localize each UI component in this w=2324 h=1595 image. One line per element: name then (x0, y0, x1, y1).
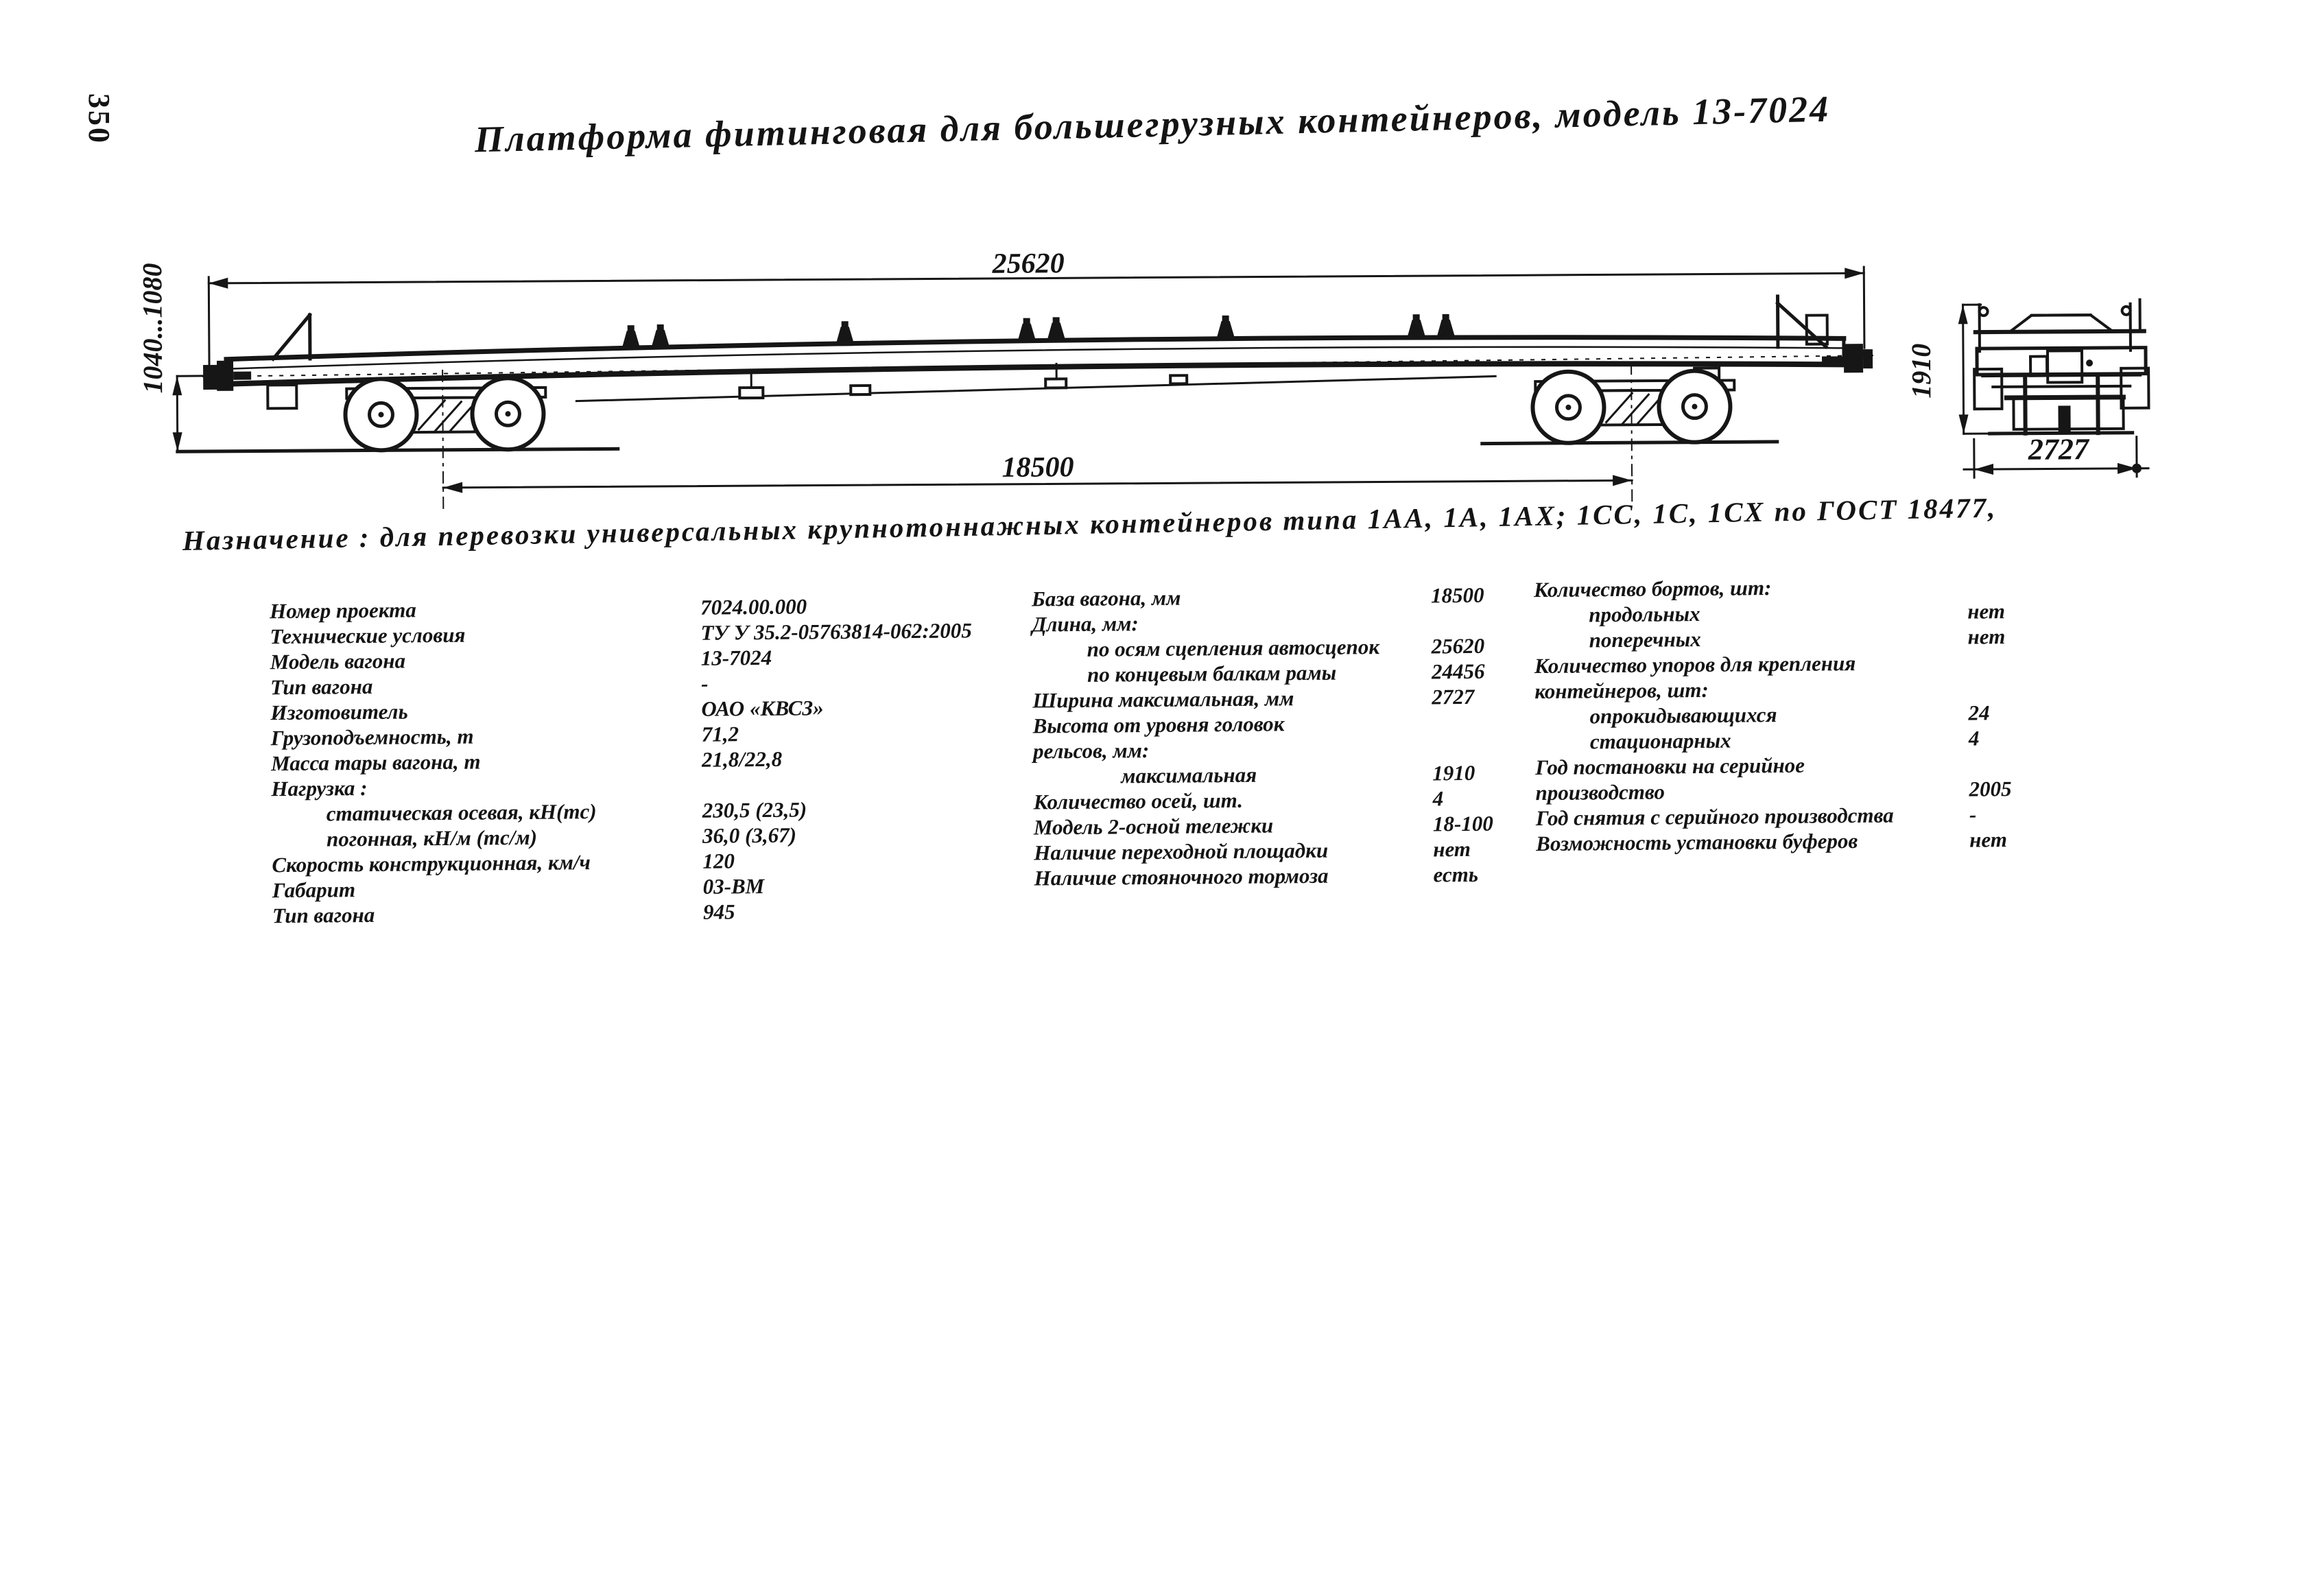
spec-value: 25620 (1431, 633, 1485, 659)
spec-label: статическая осевая, кН(тс) (326, 799, 597, 826)
spec-label: погонная, кН/м (тс/м) (326, 825, 538, 851)
spec-label: Количество упоров для крепления (1534, 651, 1856, 678)
spec-value: 24 (1968, 700, 1990, 725)
spec-label: Ширина максимальная, мм (1032, 686, 1294, 713)
spec-label: База вагона, мм (1031, 585, 1181, 611)
spec-label: стационарных (1589, 728, 1731, 754)
spec-label: Количество бортов, шт: (1533, 576, 1772, 602)
spec-value: есть (1433, 862, 1479, 887)
spec-value: ОАО «КВСЗ» (701, 696, 824, 721)
page-number: 350 (82, 93, 116, 145)
spec-value: 36,0 (3,67) (702, 823, 797, 848)
spec-label: Скорость конструкционная, км/ч (272, 850, 591, 877)
rail-left (178, 449, 618, 451)
spec-column-1 (270, 591, 1041, 928)
spec-label: максимальная (1121, 762, 1257, 788)
spec-value: 2727 (1432, 684, 1475, 709)
spec-label: Наличие стояночного тормоза (1034, 863, 1329, 890)
dim-label-base: 18500 (1001, 451, 1074, 484)
spec-label: Год постановки на серийное (1535, 753, 1805, 780)
spec-label: Грузоподъемность, т (270, 724, 474, 751)
spec-label: Тип вагона (270, 674, 373, 700)
spec-row (1034, 859, 1761, 890)
spec-value: 2005 (1969, 777, 2012, 801)
rail-right (1482, 442, 1777, 444)
spec-label: Количество осей, шт. (1033, 788, 1244, 814)
spec-label: контейнеров, шт: (1534, 677, 1709, 704)
spec-value: 230,5 (23,5) (702, 797, 807, 823)
spec-value: 945 (702, 899, 735, 924)
spec-label: по осям сцепления автосцепок (1087, 635, 1380, 661)
spec-label: Тип вагона (272, 902, 375, 928)
spec-value: нет (1433, 836, 1471, 862)
spec-label: Длина, мм: (1032, 611, 1139, 637)
spec-label: Модель 2-осной тележки (1033, 813, 1274, 840)
spec-value: нет (1967, 599, 2006, 624)
spec-label: опрокидывающихся (1589, 702, 1777, 729)
dim-label-end-width: 2727 (2028, 432, 2089, 466)
dim-label-end-height: 1910 (1905, 343, 1937, 399)
spec-value: ТУ У 35.2-05763814-062:2005 (700, 618, 972, 645)
dim-label-length: 25620 (992, 248, 1065, 280)
spec-label: рельсов, мм: (1032, 738, 1150, 764)
spec-label: по концевым балкам рамы (1087, 660, 1337, 687)
spec-value: 7024.00.000 (700, 594, 807, 619)
spec-value: нет (1969, 827, 2008, 852)
spec-column-3 (1534, 570, 2319, 856)
spec-label: производство (1535, 779, 1665, 805)
spec-value: 24456 (1431, 659, 1485, 684)
spec-value: нет (1967, 624, 2006, 649)
purpose-text: Назначение : для перевозки универсальных крупнотоннажных контейнеров типа 1АА, 1А, 1АХ; 1СС, 1С, 1СХ по ГОСТ 18477, (182, 491, 1997, 556)
spec-label: Нагрузка : (271, 775, 368, 801)
spec-value: 18500 (1430, 582, 1484, 608)
spec-label: Высота от уровня головок (1032, 711, 1285, 738)
spec-label: поперечных (1589, 627, 1701, 652)
spec-label: Масса тары вагона, т (270, 749, 481, 776)
spec-value: 21,8/22,8 (701, 746, 783, 772)
spec-label: Изготовитель (270, 699, 408, 725)
spec-value: 4 (1432, 786, 1444, 811)
page-title: Платформа фитинговая для большегрузных контейнеров, модель 13-7024 (474, 88, 1831, 161)
dim-label-coupler-height: 1040...1080 (137, 263, 169, 394)
spec-label: Номер проекта (270, 598, 416, 624)
spec-label: Технические условия (270, 622, 466, 649)
spec-value: 120 (702, 849, 735, 873)
spec-value: 1910 (1432, 760, 1475, 785)
spec-label: Модель вагона (270, 648, 406, 674)
spec-label: Возможность установки буферов (1536, 829, 1858, 856)
spec-label: Год снятия с серийного производства (1535, 803, 1894, 831)
spec-value: - (700, 671, 709, 696)
spec-value: 71,2 (701, 722, 739, 746)
spec-value: 03-ВМ (702, 873, 765, 899)
spec-label: Наличие переходной площадки (1034, 838, 1329, 865)
spec-value: - (1969, 802, 1977, 827)
spec-value: 13-7024 (700, 645, 772, 670)
spec-value: 4 (1968, 726, 1980, 751)
spec-label: Габарит (272, 877, 356, 903)
spec-value: 18-100 (1432, 811, 1493, 836)
spec-label: продольных (1589, 602, 1700, 627)
